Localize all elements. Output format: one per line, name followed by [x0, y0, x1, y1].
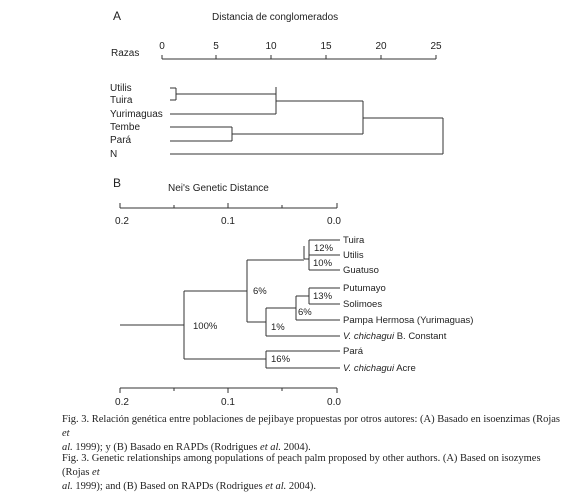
a-tick-label: 10 [265, 41, 277, 52]
bootstrap-label: 13% [313, 291, 333, 302]
a-tick-label: 15 [320, 41, 332, 52]
b-taxon-label: Guatuso [343, 265, 379, 276]
panel-a-label: A [113, 9, 122, 23]
b-bottom-tick-label: 0.2 [115, 397, 129, 408]
bootstrap-label: 1% [271, 322, 285, 333]
caption-english: Fig. 3. Genetic relationships among populations of peach palm proposed by other authors. (A) Based on isozymes (Rojas et al. 1999); and (B) Based on RAPDs (Rodrigues et al. 2004). [62, 453, 541, 492]
panel-b-top-axis [120, 203, 337, 208]
b-taxon-label: Pampa Hermosa (Yurimaguas) [343, 315, 474, 326]
a-taxon-label: Yurimaguas [110, 109, 163, 120]
panel-b-tree [120, 240, 340, 368]
b-taxon-label: Putumayo [343, 283, 386, 294]
panel-a-axis [162, 55, 436, 59]
b-bottom-tick-label: 0.0 [327, 397, 341, 408]
a-tick-label: 20 [375, 41, 387, 52]
panel-b-bottom-axis [120, 388, 337, 393]
b-taxon-label: Pará [343, 346, 364, 357]
b-taxon-label: Utilis [343, 250, 364, 261]
panel-a-title: Distancia de conglomerados [212, 12, 339, 23]
b-top-tick-label: 0.0 [327, 216, 341, 227]
bootstrap-label: 16% [271, 354, 291, 365]
panel-b-title: Nei's Genetic Distance [168, 183, 269, 194]
panel-b-label: B [113, 176, 122, 190]
panel-a-dendrogram [170, 87, 443, 154]
panel-a-axis-label: Razas [111, 48, 140, 59]
bootstrap-label: 10% [313, 258, 333, 269]
b-top-tick-label: 0.1 [221, 216, 235, 227]
a-tick-label: 0 [159, 41, 165, 52]
b-taxon-label: V. chichagui Acre [343, 363, 416, 374]
a-taxon-label: Utilis [110, 83, 132, 94]
b-taxon-label: Solimoes [343, 299, 383, 310]
a-tick-label: 25 [430, 41, 442, 52]
bootstrap-label: 6% [298, 307, 312, 318]
a-taxon-label: Tuira [110, 95, 133, 106]
b-taxon-label: Tuira [343, 235, 365, 246]
b-bottom-tick-label: 0.1 [221, 397, 235, 408]
bootstrap-label: 12% [314, 243, 334, 254]
a-taxon-label: Pará [110, 135, 132, 146]
b-top-tick-label: 0.2 [115, 216, 129, 227]
a-taxon-label: N [110, 149, 118, 160]
bootstrap-label: 100% [193, 321, 218, 332]
a-taxon-label: Tembe [110, 122, 141, 133]
b-taxon-label: V. chichagui B. Constant [343, 331, 447, 342]
bootstrap-label: 6% [253, 286, 267, 297]
a-tick-label: 5 [213, 41, 219, 52]
caption-spanish: Fig. 3. Relación genética entre poblaciones de pejibaye propuestas por otros autores: (A) Basado en isoenzimas (Rojas et al. 1999); y (B) Basado en RAPDs (Rodrigues et al. 2004). [62, 414, 561, 453]
